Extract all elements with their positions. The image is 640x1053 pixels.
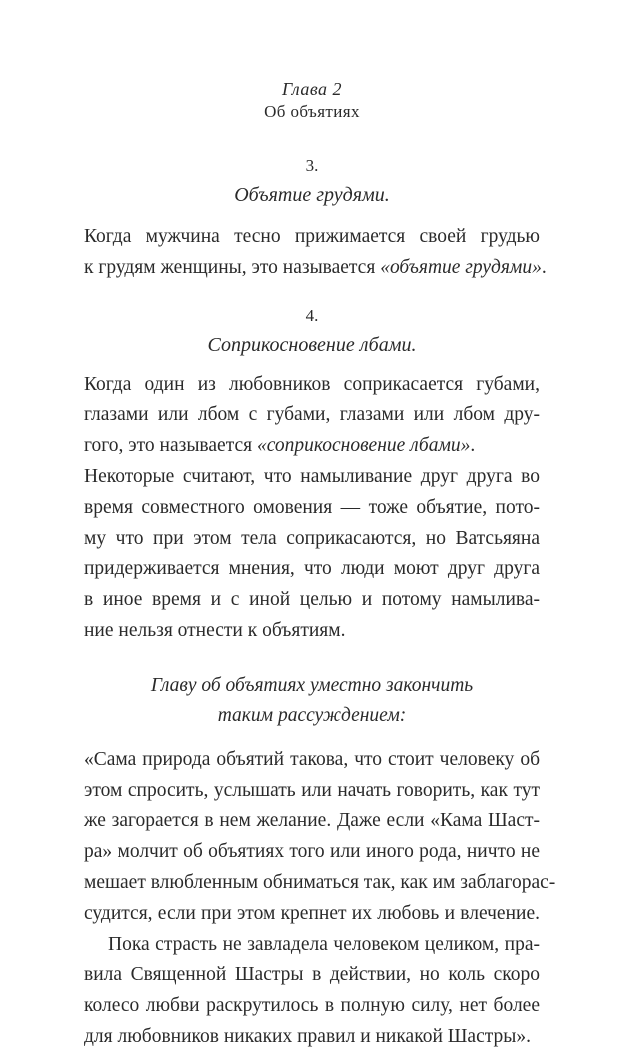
text-line: гого, это называется «соприкосновение лбами». [84,435,476,457]
text-line: вила Священной Шастры в действии, но коль скоро [84,964,540,986]
section-3-title: Объятие грудями. [234,184,390,206]
chapter-label: Глава 2 [281,79,343,99]
text-line: в иное время и с иной целью и потому намылива- [84,589,540,611]
text-line: колесо любви раскрутилось в полную силу, нет более [84,995,540,1017]
text-line: же загорается в нем желание. Даже если «Кама Шаст- [84,810,540,832]
text-line: му что при этом тела соприкасаются, но Ватсьяяна [84,527,540,549]
text-line: к грудям женщины, это называется «объятие грудями». [84,256,547,278]
text-line: Пока страсть не завладела человеком целиком, пра- [108,933,540,955]
epigraph-line: таким рассуждением: [217,704,407,726]
text-line: ра» молчит об объятиях того или иного рода, ничто не [84,841,540,863]
section-3-number: 3. [305,156,319,175]
book-page [84,78,556,1053]
chapter-title: Об объятиях [264,102,360,121]
text-line: Когда один из любовников соприкасается губами, [84,373,540,395]
term-highlight: «соприкосновение лбами» [256,435,471,457]
text-line: для любовников никаких правил и никакой Шастры». [84,1025,531,1047]
text-line: этом спросить, услышать или начать говорить, как тут [84,779,540,801]
closing-quote [84,745,556,1053]
section-4-title: Соприкосновение лбами. [207,333,417,356]
text-line: глазами или лбом с губами, глазами или лбом дру- [84,404,540,426]
text-line: Некоторые считают, что намыливание друг друга во [84,465,540,487]
section-4-paragraph [84,370,540,647]
text-line: «Сама природа объятий такова, что стоит человеку об [84,748,540,770]
epigraph-line: Главу об объятиях уместно закончить [150,674,474,696]
section-4-number: 4. [305,305,319,325]
text-line: ние нельзя отнести к объятиям. [84,619,346,641]
text-line: придерживается мнения, что люди моют друг друга [84,558,540,580]
text-line: Когда мужчина тесно прижимается своей грудью [84,226,540,247]
text-line: судится, если при этом крепнет их любовь и влечение. [84,902,540,924]
section-3-paragraph [84,222,547,284]
term-highlight: «объятие грудями» [380,256,542,278]
text-line: мешает влюбленным обниматься так, как им заблагорас- [84,871,556,893]
text-line: время совместного омовения — тоже объятие, пото- [84,496,540,518]
epigraph [84,671,540,731]
